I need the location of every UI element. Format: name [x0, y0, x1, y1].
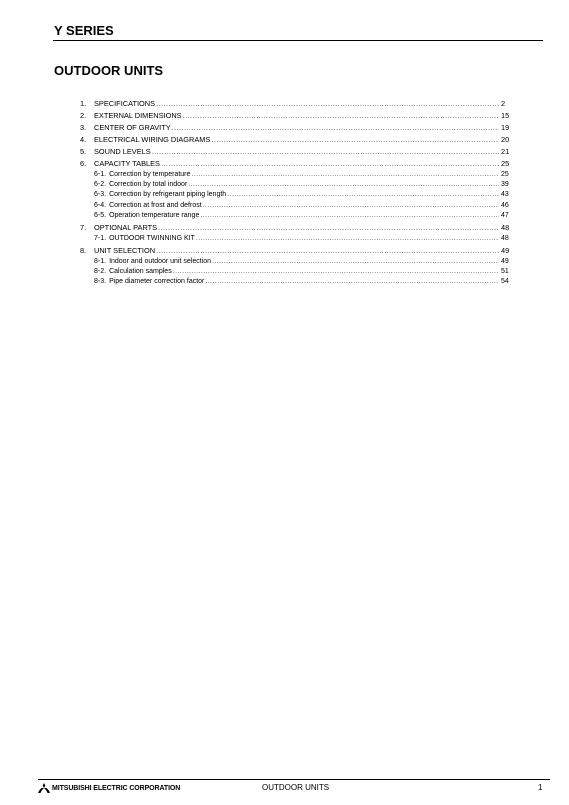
toc-dot-leader [212, 257, 499, 267]
toc-entry-title: Correction by total indoor [109, 181, 188, 189]
toc-entry-page: 19 [501, 123, 510, 132]
toc-entry-title: Correction by temperature [109, 171, 191, 178]
toc-entry-page: 15 [501, 111, 510, 120]
toc-entry-page: 48 [501, 234, 509, 242]
toc-entry-page: 20 [501, 135, 510, 144]
toc-entry-title: Correction at frost and defrost [109, 201, 202, 209]
toc-entry-title: CENTER OF GRAVITY [94, 123, 171, 132]
toc-dot-leader [158, 222, 499, 234]
toc-subentry-correction-by-total-indoor[interactable] [80, 180, 513, 190]
toc-entry-page: 54 [501, 278, 509, 286]
toc-entry-external-dimensions[interactable] [80, 110, 513, 122]
toc-entry-page: 2 [501, 99, 506, 108]
toc-dot-leader [205, 277, 499, 287]
toc-dot-leader [161, 158, 499, 170]
toc-entry-number: 4. [80, 135, 87, 144]
toc-dot-leader [200, 211, 499, 221]
toc-subentry-outdoor-twinning-kit[interactable] [80, 234, 513, 244]
toc-entry-number: 7-1. [94, 234, 107, 242]
toc-dot-leader [196, 234, 499, 244]
table-of-contents [80, 98, 513, 287]
toc-entry-center-of-gravity[interactable] [80, 122, 513, 134]
toc-entry-specifications[interactable] [80, 98, 513, 110]
toc-entry-page: 49 [501, 245, 510, 255]
toc-entry-unit-selection[interactable] [80, 245, 513, 257]
toc-entry-title: OUTDOOR TWINNING KIT [109, 234, 195, 242]
toc-entry-title: CAPACITY TABLES [94, 159, 160, 168]
toc-entry-number: 6-3. [94, 191, 107, 199]
header-divider [53, 40, 543, 41]
toc-entry-optional-parts[interactable] [80, 222, 513, 234]
toc-subentry-correction-by-temperature[interactable] [80, 170, 513, 180]
toc-entry-number: 1. [80, 99, 87, 108]
toc-entry-title: Correction by refrigerant piping length [109, 191, 227, 199]
toc-dot-leader [188, 180, 499, 190]
toc-dot-leader [156, 245, 499, 257]
toc-subentry-calculation-samples[interactable] [80, 267, 513, 277]
toc-entry-title: Calculation samples [109, 267, 172, 275]
toc-subentry-indoor-outdoor-selection[interactable] [80, 257, 513, 267]
toc-entry-page: 47 [501, 211, 509, 219]
brand-name: MITSUBISHI ELECTRIC CORPORATION [52, 784, 181, 792]
footer-section-name: OUTDOOR UNITS [262, 783, 330, 792]
toc-entry-title: SPECIFICATIONS [94, 99, 156, 108]
toc-entry-title: Pipe diameter correction factor [109, 278, 205, 286]
toc-entry-electrical-wiring-diagrams[interactable] [80, 134, 513, 146]
toc-entry-number: 8-2. [94, 267, 107, 275]
toc-dot-leader [191, 170, 499, 180]
toc-entry-number: 6-5. [94, 211, 107, 219]
toc-entry-title: ELECTRICAL WIRING DIAGRAMS [94, 135, 211, 144]
toc-entry-sound-levels[interactable] [80, 146, 513, 158]
toc-subentry-correction-by-piping-length[interactable] [80, 190, 513, 200]
toc-entry-number: 6-4. [94, 201, 107, 209]
toc-dot-leader [211, 134, 499, 146]
three-diamonds-logo-icon [38, 783, 50, 793]
toc-entry-capacity-tables[interactable] [80, 158, 513, 170]
toc-entry-title: OPTIONAL PARTS [94, 222, 158, 232]
toc-entry-title: EXTERNAL DIMENSIONS [94, 111, 182, 120]
toc-entry-number: 6-2. [94, 181, 107, 189]
series-title: Y SERIES [54, 23, 114, 38]
toc-entry-page: 21 [501, 147, 510, 156]
toc-entry-number: 6-1. [94, 171, 107, 178]
toc-entry-page: 46 [501, 201, 509, 209]
toc-entry-number: 8-1. [94, 257, 107, 265]
toc-entry-title: Indoor and outdoor unit selection [109, 257, 212, 265]
toc-dot-leader [172, 122, 499, 134]
footer-page-number: 1 [538, 783, 543, 792]
toc-dot-leader [203, 201, 499, 211]
toc-subentry-correction-at-frost[interactable] [80, 201, 513, 211]
toc-entry-page: 25 [501, 171, 509, 178]
section-title: OUTDOOR UNITS [54, 63, 164, 78]
toc-entry-number: 3. [80, 123, 87, 132]
toc-entry-number: 8. [80, 245, 87, 255]
toc-entry-number: 5. [80, 147, 87, 156]
toc-entry-title: SOUND LEVELS [94, 147, 151, 156]
toc-dot-leader [156, 98, 499, 110]
toc-entry-title: Operation temperature range [109, 211, 200, 219]
toc-dot-leader [183, 110, 499, 122]
toc-entry-title: UNIT SELECTION [94, 245, 156, 255]
toc-subentry-operation-temperature-range[interactable] [80, 211, 513, 221]
toc-dot-leader [173, 267, 499, 277]
toc-entry-number: 6. [80, 159, 87, 168]
toc-entry-page: 51 [501, 267, 509, 275]
toc-entry-page: 25 [501, 159, 510, 168]
toc-entry-number: 2. [80, 111, 87, 120]
toc-subentry-pipe-diameter-correction[interactable] [80, 277, 513, 287]
toc-dot-leader [227, 190, 499, 200]
toc-entry-number: 7. [80, 222, 87, 232]
toc-entry-number: 8-3. [94, 278, 107, 286]
toc-entry-page: 48 [501, 222, 510, 232]
toc-entry-page: 49 [501, 257, 509, 265]
footer-divider [38, 779, 550, 780]
toc-entry-page: 39 [501, 181, 509, 189]
toc-entry-page: 43 [501, 191, 509, 199]
toc-dot-leader [152, 146, 499, 158]
footer-brand [38, 783, 180, 793]
